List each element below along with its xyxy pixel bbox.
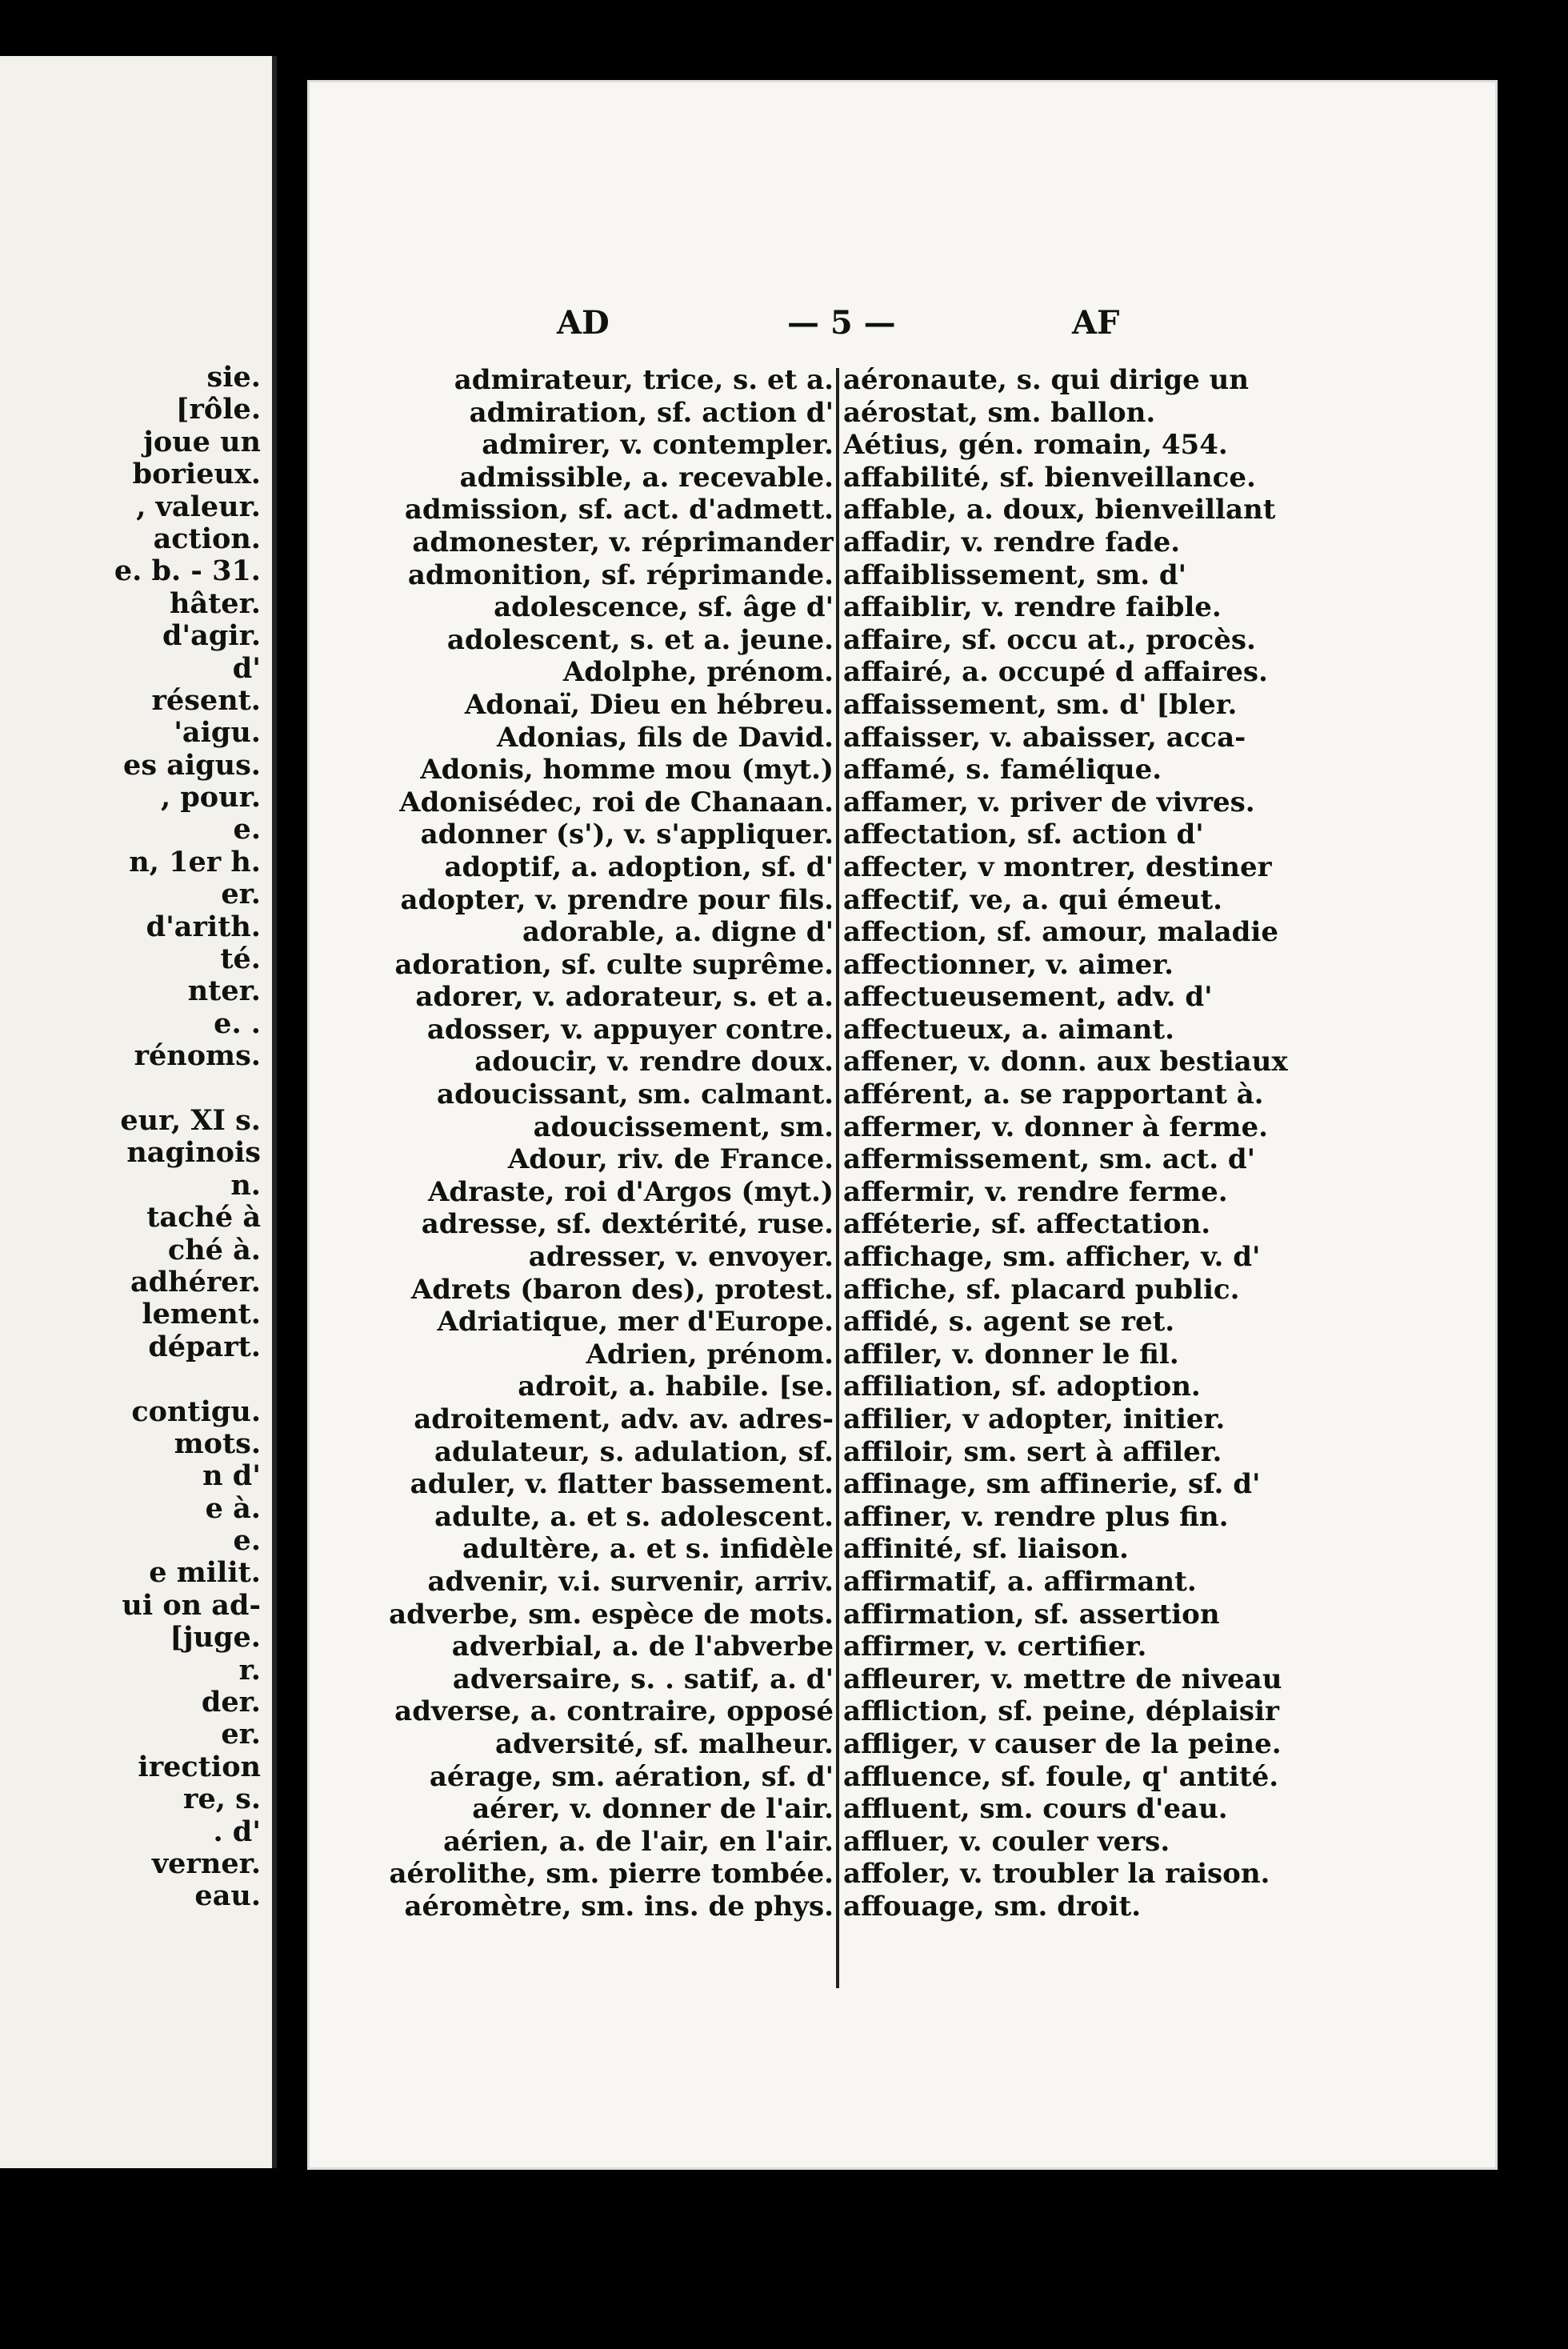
dictionary-entry: Adonias, fils de David. <box>497 721 834 754</box>
left-page-line: d' <box>232 652 261 685</box>
left-page-line <box>5 1363 261 1395</box>
left-page-line: lement. <box>142 1299 261 1331</box>
dictionary-entry: admissible, a. recevable. <box>459 461 834 494</box>
dictionary-entry: affable, a. doux, bienveillant <box>843 494 1276 526</box>
dictionary-entry: adulateur, s. adulation, sf. <box>434 1435 834 1468</box>
dictionary-entry: affecter, v montrer, destiner <box>843 850 1272 883</box>
page-header <box>307 304 1498 352</box>
dictionary-entry: adulte, a. et s. adolescent. <box>434 1500 834 1533</box>
dictionary-entry: affamer, v. priver de vivres. <box>843 786 1255 818</box>
dictionary-entry: adultère, a. et s. infidèle <box>462 1533 834 1566</box>
left-page-line: 'aigu. <box>174 717 261 750</box>
dictionary-entry: affirmatif, a. affirmant. <box>843 1565 1197 1598</box>
left-page-line: re, s. <box>183 1783 261 1816</box>
left-page-line: er. <box>221 1719 261 1751</box>
dictionary-entry: Adonaï, Dieu en hébreu. <box>464 688 834 721</box>
dictionary-entry: Adonisédec, roi de Chanaan. <box>399 786 834 818</box>
dictionary-entry: affaiblissement, sm. d' <box>843 558 1187 591</box>
dictionary-entry: affaissement, sm. d' [bler. <box>843 688 1238 721</box>
left-page-line: eur, XI s. <box>120 1104 261 1137</box>
left-page-line: adhérer. <box>130 1266 261 1299</box>
dictionary-entry: Adour, riv. de France. <box>507 1143 834 1176</box>
dictionary-entry: affoler, v. troubler la raison. <box>843 1858 1270 1891</box>
dictionary-entry: Adraste, roi d'Argos (myt.) <box>428 1175 834 1208</box>
dictionary-entry: adversaire, s. . satif, a. d' <box>452 1663 834 1695</box>
left-page-line: ché à. <box>167 1234 261 1267</box>
dictionary-entry: aéronaute, s. qui dirige un <box>843 364 1249 396</box>
left-page-line: , pour. <box>160 782 261 814</box>
left-page-line: nter. <box>187 975 261 1008</box>
left-page-line: e milit. <box>149 1557 261 1590</box>
dictionary-entry: affabilité, sf. bienveillance. <box>843 461 1256 494</box>
left-page-line: [juge. <box>170 1622 261 1655</box>
dictionary-entry: Adrets (baron des), protest. <box>410 1273 834 1306</box>
left-page-line: action. <box>153 522 261 555</box>
dictionary-entry: adopter, v. prendre pour fils. <box>400 883 834 916</box>
dictionary-entry: adresser, v. envoyer. <box>528 1241 834 1274</box>
left-page-column <box>5 362 261 1913</box>
header-left-guideword: AD <box>557 304 610 342</box>
dictionary-entry: advenir, v.i. survenir, arriv. <box>427 1565 834 1598</box>
dictionary-entry: affermir, v. rendre ferme. <box>843 1175 1228 1208</box>
left-page-line: départ. <box>148 1331 261 1363</box>
dictionary-entry: adosser, v. appuyer contre. <box>426 1013 834 1046</box>
dictionary-entry: affinage, sm affinerie, sf. d' <box>843 1468 1261 1501</box>
left-page-line: verner. <box>151 1847 261 1880</box>
left-page-line: es aigus. <box>123 749 261 782</box>
dictionary-entry: affinité, sf. liaison. <box>843 1533 1129 1566</box>
dictionary-entry: affluer, v. couler vers. <box>843 1825 1170 1858</box>
entries-column-left <box>355 364 834 1923</box>
dictionary-entry: adorable, a. digne d' <box>522 916 834 949</box>
dictionary-entry: affectation, sf. action d' <box>843 818 1204 851</box>
dictionary-entry: aérage, sm. aération, sf. d' <box>429 1760 834 1793</box>
header-right-guideword: AF <box>1072 304 1120 342</box>
dictionary-entry: adroitement, adv. av. adres- <box>414 1403 834 1435</box>
left-page-line: contigu. <box>131 1395 261 1428</box>
dictionary-entry: affouage, sm. droit. <box>843 1890 1142 1923</box>
dictionary-entry: affluence, sf. foule, q' antité. <box>843 1760 1279 1793</box>
dictionary-entry: aduler, v. flatter bassement. <box>410 1468 834 1501</box>
left-page-line: d'arith. <box>146 910 261 943</box>
left-page-line: ui on ad- <box>122 1589 261 1622</box>
dictionary-entry: affection, sf. amour, maladie <box>843 916 1278 949</box>
dictionary-entry: adoptif, a. adoption, sf. d' <box>444 850 834 883</box>
dictionary-entry: admirateur, trice, s. et a. <box>454 364 834 396</box>
dictionary-entry: affirmation, sf. assertion <box>843 1598 1220 1631</box>
dictionary-entry: affadir, v. rendre fade. <box>843 526 1181 558</box>
left-page-line: n, 1er h. <box>129 846 261 878</box>
dictionary-entry: Adonis, homme mou (myt.) <box>420 754 834 786</box>
dictionary-entry: Aétius, gén. romain, 454. <box>843 429 1228 462</box>
dictionary-entry: admirer, v. contempler. <box>482 429 834 462</box>
dictionary-entry: affirmer, v. certifier. <box>843 1631 1147 1663</box>
dictionary-entry: admiration, sf. action d' <box>469 396 834 429</box>
dictionary-entry: adorer, v. adorateur, s. et a. <box>415 981 834 1014</box>
dictionary-entry: adverbial, a. de l'abverbe <box>451 1631 834 1663</box>
left-page-line: té. <box>220 943 261 976</box>
dictionary-page <box>307 80 1498 2170</box>
dictionary-entry: affiche, sf. placard public. <box>843 1273 1240 1306</box>
left-page-line: [rôle. <box>175 394 261 426</box>
dictionary-entry: affermissement, sm. act. d' <box>843 1143 1256 1176</box>
dictionary-entry: affaiblir, v. rendre faible. <box>843 591 1222 624</box>
left-page-line: naginois <box>126 1137 261 1170</box>
dictionary-entry: adoration, sf. culte suprême. <box>394 948 834 981</box>
dictionary-entry: adoucissement, sm. <box>533 1110 834 1143</box>
dictionary-entry: affleurer, v. mettre de niveau <box>843 1663 1282 1695</box>
dictionary-entry: affichage, sm. afficher, v. d' <box>843 1241 1261 1274</box>
dictionary-entry: Adriatique, mer d'Europe. <box>437 1306 834 1339</box>
dictionary-entry: aérostat, sm. ballon. <box>843 396 1156 429</box>
dictionary-entry: adverse, a. contraire, opposé <box>394 1695 834 1728</box>
dictionary-entry: aéromètre, sm. ins. de phys. <box>404 1890 834 1923</box>
left-page-line: e. <box>233 814 261 846</box>
dictionary-entry: adversité, sf. malheur. <box>494 1727 834 1760</box>
dictionary-entry: afférent, a. se rapportant à. <box>843 1078 1264 1111</box>
left-page-line: joue un <box>143 426 261 458</box>
dictionary-entry: affiner, v. rendre plus fin. <box>843 1500 1229 1533</box>
dictionary-entry: affener, v. donn. aux bestiaux <box>843 1046 1288 1078</box>
left-page-line: e. . <box>214 1007 261 1040</box>
dictionary-entry: aérolithe, sm. pierre tombée. <box>389 1858 834 1891</box>
dictionary-entry: adoucissant, sm. calmant. <box>437 1078 834 1111</box>
left-page-line: taché à <box>146 1202 261 1235</box>
left-page-line: mots. <box>174 1427 261 1460</box>
dictionary-entry: affamé, s. famélique. <box>843 754 1162 786</box>
left-page-line: der. <box>201 1687 261 1719</box>
dictionary-entry: affilier, v adopter, initier. <box>843 1403 1226 1435</box>
left-page-line: e à. <box>205 1492 261 1525</box>
left-page-line: , valeur. <box>136 490 261 523</box>
left-page-fragment <box>0 56 277 2168</box>
dictionary-entry: aérer, v. donner de l'air. <box>472 1793 834 1826</box>
dictionary-entry: adresse, sf. dextérité, ruse. <box>421 1208 834 1241</box>
dictionary-entry: admonition, sf. réprimande. <box>407 558 834 591</box>
left-page-line: n d' <box>202 1460 261 1493</box>
left-page-line: résent. <box>151 684 261 717</box>
dictionary-entry: adolescent, s. et a. jeune. <box>446 623 834 656</box>
dictionary-entry: affectueusement, adv. d' <box>843 981 1213 1014</box>
dictionary-entry: aérien, a. de l'air, en l'air. <box>443 1825 834 1858</box>
dictionary-entry: affiler, v. donner le fil. <box>843 1338 1179 1371</box>
left-page-line: borieux. <box>132 458 261 491</box>
dictionary-entry: adolescence, sf. âge d' <box>494 591 834 624</box>
dictionary-entry: adroit, a. habile. [se. <box>518 1371 834 1403</box>
page-number: — 5 — <box>787 304 896 342</box>
left-page-line: hâter. <box>170 587 261 620</box>
left-page-line: eau. <box>194 1880 261 1913</box>
dictionary-entry: adoucir, v. rendre doux. <box>474 1046 834 1078</box>
dictionary-entry: affliger, v causer de la peine. <box>843 1727 1282 1760</box>
left-page-line: e. <box>233 1525 261 1558</box>
dictionary-entry: admonester, v. réprimander <box>412 526 834 558</box>
left-page-line: r. <box>238 1654 261 1687</box>
dictionary-entry: affaisser, v. abaisser, acca- <box>843 721 1246 754</box>
left-page-line <box>5 1073 261 1105</box>
dictionary-entry: affairé, a. occupé d affaires. <box>843 656 1268 689</box>
dictionary-entry: adonner (s'), v. s'appliquer. <box>420 818 834 851</box>
dictionary-entry: affiliation, sf. adoption. <box>843 1371 1201 1403</box>
left-page-line: sie. <box>206 362 261 394</box>
dictionary-entry: affluent, sm. cours d'eau. <box>843 1793 1228 1826</box>
dictionary-entry: affermer, v. donner à ferme. <box>843 1110 1268 1143</box>
dictionary-entry: Adolphe, prénom. <box>562 656 834 689</box>
dictionary-entry: affidé, s. agent se ret. <box>843 1306 1175 1339</box>
dictionary-entry: affliction, sf. peine, déplaisir <box>843 1695 1279 1728</box>
dictionary-entry: Adrien, prénom. <box>586 1338 834 1371</box>
column-divider <box>836 368 839 1988</box>
left-page-line: n. <box>230 1169 261 1202</box>
left-page-line: . d' <box>213 1815 261 1848</box>
dictionary-entry: admission, sf. act. d'admett. <box>404 494 834 526</box>
dictionary-entry: affectif, ve, a. qui émeut. <box>843 883 1222 916</box>
dictionary-entry: afféterie, sf. affectation. <box>843 1208 1211 1241</box>
dictionary-entry: affiloir, sm. sert à affiler. <box>843 1435 1222 1468</box>
dictionary-entry: adverbe, sm. espèce de mots. <box>389 1598 834 1631</box>
left-page-line: irection <box>138 1751 261 1783</box>
dictionary-entry: affaire, sf. occu at., procès. <box>843 623 1256 656</box>
left-page-line: d'agir. <box>162 620 261 653</box>
dictionary-entry: affectionner, v. aimer. <box>843 948 1174 981</box>
dictionary-entry: affectueux, a. aimant. <box>843 1013 1174 1046</box>
entries-column-right <box>843 364 1483 1923</box>
left-page-line: e. b. - 31. <box>114 555 261 588</box>
left-page-line: er. <box>221 878 261 911</box>
left-page-line: rénoms. <box>134 1040 261 1073</box>
